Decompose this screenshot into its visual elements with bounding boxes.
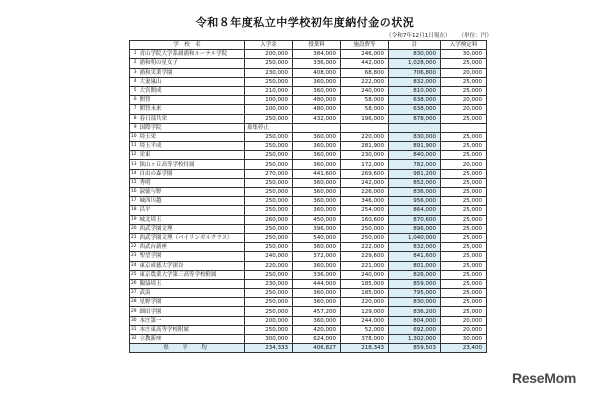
row-number: 29 <box>130 307 138 316</box>
facility-fee: 185,000 <box>341 289 389 298</box>
exam-fee: 25,000 <box>441 178 487 187</box>
tuition-fee: 360,000 <box>293 298 341 307</box>
total-fee: 836,200 <box>389 307 441 316</box>
tuition-fee: 360,000 <box>293 151 341 160</box>
school-name: 青山学院大学系属浦和ルーテル学院 <box>138 50 245 59</box>
facility-fee: 269,600 <box>341 169 389 178</box>
table-row <box>130 142 487 151</box>
facility-fee: 378,000 <box>341 335 389 344</box>
table-row <box>130 316 487 325</box>
exam-fee <box>441 123 487 132</box>
entrance-fee: 250,000 <box>245 178 293 187</box>
tuition-fee: 360,000 <box>293 197 341 206</box>
entrance-fee: 300,000 <box>245 335 293 344</box>
average-total: 859,503 <box>389 344 441 353</box>
average-facility: 218,343 <box>341 344 389 353</box>
exam-fee: 25,000 <box>441 270 487 279</box>
facility-fee: 250,000 <box>341 233 389 242</box>
entrance-fee: 250,000 <box>245 188 293 197</box>
table-row <box>130 261 487 270</box>
table-row <box>130 224 487 233</box>
row-number: 17 <box>130 197 138 206</box>
table-row <box>130 307 487 316</box>
entrance-fee: 250,000 <box>245 243 293 252</box>
row-number: 11 <box>130 142 138 151</box>
tuition-fee: 360,000 <box>293 261 341 270</box>
entrance-fee: 250,000 <box>245 325 293 334</box>
row-number: 7 <box>130 105 138 114</box>
exam-fee: 25,000 <box>441 224 487 233</box>
tuition-fee: 360,000 <box>293 188 341 197</box>
school-name: 大妻嵐山 <box>138 77 245 86</box>
table-row <box>130 233 487 242</box>
row-number: 1 <box>130 50 138 59</box>
total-fee: 782,000 <box>389 160 441 169</box>
exam-fee: 20,000 <box>441 316 487 325</box>
exam-fee: 25,000 <box>441 206 487 215</box>
tuition-fee: 396,000 <box>293 224 341 233</box>
total-fee: 840,000 <box>389 151 441 160</box>
entrance-fee: 210,000 <box>245 86 293 95</box>
exam-fee: 25,000 <box>441 151 487 160</box>
total-fee: 891,900 <box>389 142 441 151</box>
entrance-fee: 200,000 <box>245 316 293 325</box>
school-name: 浦和実業学園 <box>138 68 245 77</box>
exam-fee: 25,000 <box>441 215 487 224</box>
school-name: 城西川越 <box>138 197 245 206</box>
table-row <box>130 335 487 344</box>
entrance-fee: 250,000 <box>245 270 293 279</box>
tuition-fee: 372,000 <box>293 252 341 261</box>
facility-fee: 68,800 <box>341 68 389 77</box>
total-fee: 804,000 <box>389 316 441 325</box>
exam-fee: 20,000 <box>441 160 487 169</box>
facility-fee: 172,000 <box>341 160 389 169</box>
table-row <box>130 59 487 68</box>
tuition-fee: 360,000 <box>293 142 341 151</box>
exam-fee: 25,000 <box>441 142 487 151</box>
exam-fee: 25,000 <box>441 114 487 123</box>
facility-fee: 52,000 <box>341 325 389 334</box>
total-fee: 826,000 <box>389 270 441 279</box>
average-entrance: 234,333 <box>245 344 293 353</box>
entrance-fee: 260,000 <box>245 215 293 224</box>
row-number: 24 <box>130 261 138 270</box>
entrance-fee: 230,000 <box>245 68 293 77</box>
facility-fee: 240,000 <box>341 86 389 95</box>
facility-fee: 246,000 <box>341 50 389 59</box>
facility-fee: 185,000 <box>341 279 389 288</box>
total-fee: 1,040,000 <box>389 233 441 242</box>
school-name: 西武学園文理 <box>138 224 245 233</box>
entrance-fee: 250,000 <box>245 151 293 160</box>
table-row <box>130 178 487 187</box>
exam-fee: 25,000 <box>441 279 487 288</box>
school-name: 開智未来 <box>138 105 245 114</box>
header-facility: 施設費等 <box>341 41 389 50</box>
school-name: 聖望学園 <box>138 252 245 261</box>
row-number: 10 <box>130 132 138 141</box>
total-fee: 852,000 <box>389 178 441 187</box>
row-number: 4 <box>130 77 138 86</box>
tuition-fee: 360,000 <box>293 243 341 252</box>
table-row <box>130 160 487 169</box>
row-number: 2 <box>130 59 138 68</box>
school-name: 立教新座 <box>138 335 245 344</box>
entrance-fee: 100,000 <box>245 96 293 105</box>
table-meta <box>380 31 492 39</box>
total-fee: 830,000 <box>389 132 441 141</box>
table-row <box>130 132 487 141</box>
tuition-fee: 360,000 <box>293 316 341 325</box>
total-fee: 795,000 <box>389 289 441 298</box>
table-row <box>130 77 487 86</box>
exam-fee: 20,000 <box>441 325 487 334</box>
tuition-fee: 360,000 <box>293 178 341 187</box>
average-label: 県 平 均 <box>130 344 245 353</box>
exam-fee: 25,000 <box>441 197 487 206</box>
school-name: 開智 <box>138 96 245 105</box>
facility-fee: 196,000 <box>341 114 389 123</box>
table-row <box>130 252 487 261</box>
entrance-fee: 220,000 <box>245 261 293 270</box>
table-row <box>130 215 487 224</box>
school-name: 自由の森学園 <box>138 169 245 178</box>
table-row <box>130 169 487 178</box>
exam-fee: 25,000 <box>441 188 487 197</box>
exam-fee: 25,000 <box>441 132 487 141</box>
facility-fee: 254,000 <box>341 206 389 215</box>
total-fee: 706,800 <box>389 68 441 77</box>
row-number: 22 <box>130 243 138 252</box>
tuition-table <box>129 40 487 353</box>
table-row <box>130 197 487 206</box>
table-row <box>130 298 487 307</box>
table-row <box>130 279 487 288</box>
average-row <box>130 344 487 353</box>
exam-fee: 25,000 <box>441 59 487 68</box>
table-row <box>130 243 487 252</box>
school-name: 城北埼玉 <box>138 215 245 224</box>
row-number: 9 <box>130 123 138 132</box>
facility-fee: 129,000 <box>341 307 389 316</box>
total-fee: 830,000 <box>389 298 441 307</box>
row-number: 19 <box>130 215 138 224</box>
school-name: 東京成徳大学深谷 <box>138 261 245 270</box>
exam-fee: 25,000 <box>441 307 487 316</box>
row-number: 21 <box>130 233 138 242</box>
total-fee: 832,000 <box>389 243 441 252</box>
entrance-fee: 240,000 <box>245 252 293 261</box>
school-name: 細田学園 <box>138 307 245 316</box>
entrance-fee: 270,000 <box>245 169 293 178</box>
facility-fee: 281,900 <box>341 142 389 151</box>
exam-fee: 20,000 <box>441 105 487 114</box>
unit-label: （単位：円） <box>458 33 492 39</box>
exam-fee: 25,000 <box>441 252 487 261</box>
tuition-fee: 624,000 <box>293 335 341 344</box>
page-title: 令和８年度私立中学校初年度納付金の状況 <box>195 16 415 29</box>
school-name: 星野学園 <box>138 298 245 307</box>
entrance-fee: 250,000 <box>245 224 293 233</box>
table-header-row <box>130 41 487 50</box>
exam-fee: 25,000 <box>441 289 487 298</box>
row-number: 6 <box>130 96 138 105</box>
row-number: 12 <box>130 151 138 160</box>
tuition-fee: 360,000 <box>293 289 341 298</box>
resemom-logo: ReseMom <box>511 370 576 386</box>
row-number: 8 <box>130 114 138 123</box>
tuition-fee: 360,000 <box>293 132 341 141</box>
row-number: 3 <box>130 68 138 77</box>
tuition-fee: 457,200 <box>293 307 341 316</box>
facility-fee: 442,000 <box>341 59 389 68</box>
tuition-fee: 360,000 <box>293 77 341 86</box>
row-number: 28 <box>130 298 138 307</box>
facility-fee: 346,000 <box>341 197 389 206</box>
tuition-fee: 360,000 <box>293 160 341 169</box>
facility-fee: 244,000 <box>341 316 389 325</box>
tuition-fee: 384,000 <box>293 50 341 59</box>
entrance-fee: 250,000 <box>245 289 293 298</box>
school-name: 本庄第一 <box>138 316 245 325</box>
table-row <box>130 151 487 160</box>
entrance-fee: 250,000 <box>245 142 293 151</box>
exam-fee: 25,000 <box>441 77 487 86</box>
facility-fee: 240,000 <box>341 270 389 279</box>
tuition-fee: 444,000 <box>293 279 341 288</box>
entrance-fee: 募集停止 <box>245 123 293 132</box>
school-name: 西武学園文理（バイリンガルクラス） <box>138 233 245 242</box>
header-school: 学 校 名 <box>130 41 245 50</box>
tuition-fee: 480,000 <box>293 105 341 114</box>
table-row <box>130 114 487 123</box>
total-fee: 801,000 <box>389 261 441 270</box>
row-number: 20 <box>130 224 138 233</box>
facility-fee: 226,000 <box>341 188 389 197</box>
school-name: 西武台新座 <box>138 243 245 252</box>
entrance-fee: 250,000 <box>245 298 293 307</box>
total-fee: 692,000 <box>389 325 441 334</box>
exam-fee: 20,000 <box>441 68 487 77</box>
school-name: 浦和明の星女子 <box>138 59 245 68</box>
total-fee: 810,000 <box>389 86 441 95</box>
entrance-fee: 250,000 <box>245 206 293 215</box>
average-exam: 23,400 <box>441 344 487 353</box>
school-name: 埼玉栄 <box>138 132 245 141</box>
exam-fee: 25,000 <box>441 233 487 242</box>
row-number: 18 <box>130 206 138 215</box>
table-row <box>130 289 487 298</box>
tuition-fee: 432,000 <box>293 114 341 123</box>
tuition-fee: 336,000 <box>293 270 341 279</box>
header-tuition: 授業料 <box>293 41 341 50</box>
table-row <box>130 206 487 215</box>
school-name: 武南 <box>138 289 245 298</box>
tuition-fee: 420,000 <box>293 325 341 334</box>
header-total: 計 <box>389 41 441 50</box>
exam-fee: 25,000 <box>441 169 487 178</box>
school-name: 本庄東高等学校附属 <box>138 325 245 334</box>
tuition-fee: 336,000 <box>293 59 341 68</box>
facility-fee: 222,000 <box>341 243 389 252</box>
facility-fee: 221,000 <box>341 261 389 270</box>
average-tuition: 406,827 <box>293 344 341 353</box>
table-row <box>130 96 487 105</box>
school-name: 春日部共栄 <box>138 114 245 123</box>
tuition-fee: 408,000 <box>293 68 341 77</box>
school-name: 狭山ヶ丘高等学校付属 <box>138 160 245 169</box>
header-exam-fee: 入学検定料 <box>441 41 487 50</box>
school-name: 栄東 <box>138 151 245 160</box>
exam-fee: 30,000 <box>441 50 487 59</box>
tuition-fee <box>293 123 341 132</box>
total-fee: 1,302,000 <box>389 335 441 344</box>
tuition-fee: 480,000 <box>293 96 341 105</box>
school-name: 淑徳与野 <box>138 188 245 197</box>
facility-fee: 220,000 <box>341 298 389 307</box>
row-number: 23 <box>130 252 138 261</box>
as-of-date: （令和7年12月1日現在） <box>386 33 451 39</box>
row-number: 25 <box>130 270 138 279</box>
table-row <box>130 86 487 95</box>
school-name: 秀明 <box>138 178 245 187</box>
facility-fee: 242,000 <box>341 178 389 187</box>
entrance-fee: 250,000 <box>245 59 293 68</box>
row-number: 13 <box>130 160 138 169</box>
tuition-fee: 360,000 <box>293 206 341 215</box>
total-fee: 832,000 <box>389 77 441 86</box>
total-fee: 638,000 <box>389 96 441 105</box>
school-name: 埼玉平成 <box>138 142 245 151</box>
total-fee: 830,000 <box>389 50 441 59</box>
school-name: 東京農業大学第三高等学校附属 <box>138 270 245 279</box>
row-number: 32 <box>130 335 138 344</box>
entrance-fee: 250,000 <box>245 307 293 316</box>
facility-fee: 222,000 <box>341 77 389 86</box>
table-row <box>130 105 487 114</box>
table-row <box>130 325 487 334</box>
school-name: 昌平 <box>138 206 245 215</box>
table-body <box>130 50 487 344</box>
entrance-fee: 250,000 <box>245 233 293 242</box>
table-row <box>130 68 487 77</box>
facility-fee: 160,600 <box>341 215 389 224</box>
tuition-fee: 360,000 <box>293 86 341 95</box>
exam-fee: 25,000 <box>441 86 487 95</box>
table-row <box>130 50 487 59</box>
facility-fee <box>341 123 389 132</box>
total-fee: 896,000 <box>389 224 441 233</box>
table-row <box>130 270 487 279</box>
row-number: 30 <box>130 316 138 325</box>
row-number: 5 <box>130 86 138 95</box>
entrance-fee: 250,000 <box>245 114 293 123</box>
facility-fee: 250,000 <box>341 224 389 233</box>
entrance-fee: 250,000 <box>245 197 293 206</box>
tuition-fee: 441,600 <box>293 169 341 178</box>
entrance-fee: 250,000 <box>245 160 293 169</box>
facility-fee: 58,000 <box>341 105 389 114</box>
total-fee: 870,600 <box>389 215 441 224</box>
entrance-fee: 100,000 <box>245 105 293 114</box>
total-fee: 1,028,000 <box>389 59 441 68</box>
facility-fee: 220,000 <box>341 132 389 141</box>
total-fee: 859,000 <box>389 279 441 288</box>
exam-fee: 20,000 <box>441 96 487 105</box>
school-name: 大宮開成 <box>138 86 245 95</box>
tuition-fee: 540,000 <box>293 233 341 242</box>
total-fee: 638,000 <box>389 105 441 114</box>
total-fee: 981,200 <box>389 169 441 178</box>
row-number: 26 <box>130 279 138 288</box>
table-row <box>130 188 487 197</box>
row-number: 31 <box>130 325 138 334</box>
entrance-fee: 230,000 <box>245 279 293 288</box>
total-fee: 841,600 <box>389 252 441 261</box>
total-fee: 956,000 <box>389 197 441 206</box>
total-fee: 836,000 <box>389 188 441 197</box>
total-fee: 878,000 <box>389 114 441 123</box>
exam-fee: 25,000 <box>441 298 487 307</box>
total-fee: 864,000 <box>389 206 441 215</box>
exam-fee: 25,000 <box>441 261 487 270</box>
school-name: 国際学院 <box>138 123 245 132</box>
entrance-fee: 250,000 <box>245 132 293 141</box>
school-name: 獨協埼玉 <box>138 279 245 288</box>
tuition-fee: 450,000 <box>293 215 341 224</box>
header-entrance: 入学金 <box>245 41 293 50</box>
facility-fee: 229,600 <box>341 252 389 261</box>
facility-fee: 58,000 <box>341 96 389 105</box>
row-number: 14 <box>130 169 138 178</box>
exam-fee: 30,000 <box>441 335 487 344</box>
row-number: 16 <box>130 188 138 197</box>
entrance-fee: 200,000 <box>245 50 293 59</box>
row-number: 27 <box>130 289 138 298</box>
table-row <box>130 123 487 132</box>
exam-fee: 25,000 <box>441 243 487 252</box>
total-fee <box>389 123 441 132</box>
entrance-fee: 250,000 <box>245 77 293 86</box>
row-number: 15 <box>130 178 138 187</box>
facility-fee: 230,000 <box>341 151 389 160</box>
